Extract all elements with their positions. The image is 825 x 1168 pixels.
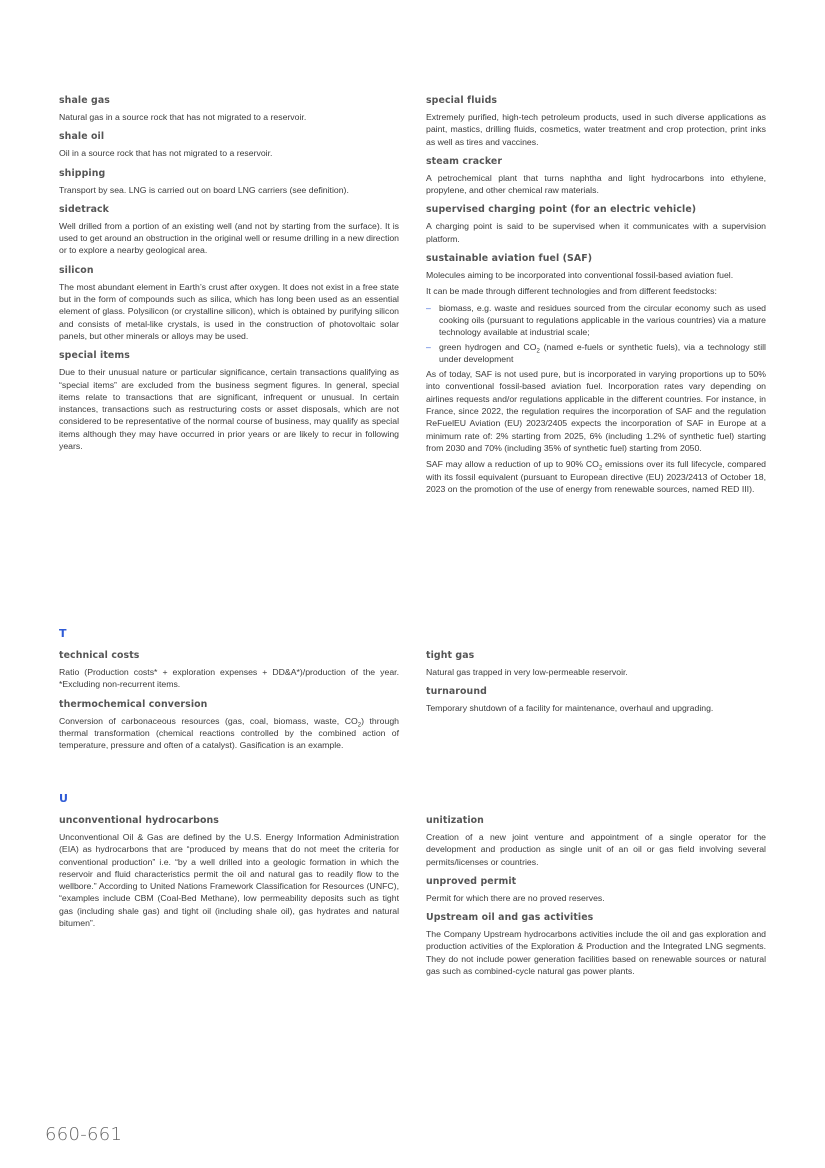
term-definition: A charging point is said to be supervised when it communicates with a supervision platform. [426, 221, 766, 244]
term-definition: Due to their unusual nature or particular significance, certain transactions qualifying as “special items” are excluded from the business segment figures. In general, special items relate to transactions that are significant, infrequent or unusual. In certain instances, transactions such as restructuring costs or asset disposals, which are not considered to be representative of the normal course of business, may qualify as special items although they may have occurred in prior years or are likely to recur in following years. [59, 367, 399, 452]
entry-unitization [426, 815, 766, 868]
entry-shale-gas [59, 95, 399, 123]
term-title: unconventional hydrocarbons [59, 815, 219, 826]
term-definition: It can be made through different technologies and from different feedstocks: [426, 286, 717, 297]
term-definition [59, 715, 399, 752]
section-letter-t: T [59, 627, 67, 640]
term-title: Upstream oil and gas activities [426, 912, 594, 924]
term-definition: Natural gas trapped in very low-permeable reservoir. [426, 667, 628, 677]
term-definition: Ratio (Production costs* + exploration expenses + DD&A*)/production of the year. *Excluding non-recurrent items. [59, 667, 399, 690]
entry-shipping [59, 168, 399, 196]
term-definition [426, 458, 766, 495]
dash-bullet: – [426, 302, 431, 313]
t-left-column [59, 650, 399, 759]
list-item-text: green hydrogen and CO [439, 341, 537, 352]
entry-supervised-charging-point [426, 204, 766, 245]
t-right-column [426, 650, 766, 723]
entry-unconventional-hydrocarbons [59, 815, 399, 929]
right-top-column [426, 95, 766, 503]
term-title: supervised charging point (for an electric vehicle) [426, 204, 697, 216]
term-definition: Natural gas in a source rock that has not migrated to a reservoir. [59, 112, 307, 122]
subscript: 2 [598, 465, 603, 472]
term-title: special items [59, 350, 130, 362]
left-top-column [59, 95, 399, 460]
subscript: 2 [536, 348, 540, 355]
entry-steam-cracker [426, 156, 766, 197]
u-left-column [59, 815, 399, 937]
entry-upstream-oil-and-gas-activities [426, 912, 766, 977]
entry-sustainable-aviation-fuel [426, 253, 766, 495]
term-title: unproved permit [426, 875, 517, 887]
term-definition: Creation of a new joint venture and appointment of a single operator for the development and production as single unit of an oil or gas field involving several permits/licenses or countries. [426, 832, 766, 867]
feedstock-list [426, 302, 766, 365]
term-definition: The most abundant element in Earth’s crust after oxygen. It does not exist in a free state but in the form of compounds such as silica, which has long been used as an essential element of glass. Polysilicon (or crystalline silicon), which is obtained by purifying silicon and consists of metal-like crystals, is used in the construction of photovoltaic solar panels, but other minerals or alloys may be used. [59, 281, 399, 341]
entry-silicon [59, 265, 399, 342]
term-title: special fluids [426, 95, 498, 106]
list-item [426, 302, 766, 339]
term-definition: Temporary shutdown of a facility for maintenance, overhaul and upgrading. [426, 703, 714, 714]
text-run: SAF may allow a reduction of up to 90% CO [426, 459, 599, 470]
term-title: shipping [59, 167, 106, 179]
term-definition: Well drilled from a portion of an existing well (and not by starting from the surface). It is used to get around an obstruction in the original well or resume drilling in a new direction or to explore a nearby geological area. [59, 220, 399, 256]
term-definition: Oil in a source rock that has not migrated to a reservoir. [59, 148, 273, 159]
term-definition: Permit for which there are no proved reserves. [426, 892, 605, 903]
term-definition: Extremely purified, high-tech petroleum products, used in such diverse applications as paint, mastics, drilling fluids, cosmetics, water treatment and crop protection, print inks as well as tires and vaccines. [426, 112, 766, 147]
list-item [426, 341, 766, 366]
term-title: tight gas [426, 650, 475, 661]
list-item-text: biomass, e.g. waste and residues sourced from the circular economy such as used cooking oils (pursuant to regulations applicable in the various countries) via a mature technology available at industrial scale; [439, 302, 766, 338]
entry-unproved-permit [426, 876, 766, 904]
text-run: Conversion of carbonaceous resources (gas, coal, biomass, waste, CO [59, 715, 358, 726]
entry-thermochemical-conversion [59, 699, 399, 752]
term-title: unitization [426, 815, 484, 826]
text-run: ) through thermal transformation (chemical reactions controlled by the combined action of temperature, pressure and often of a catalyst). Gasification is an example. [59, 715, 399, 751]
term-definition: Unconventional Oil & Gas are defined by the U.S. Energy Information Administration (EIA) as hydrocarbons that are “produced by means that do not meet the criteria for conventional production” i.e. “by a well drilled into a geologic formation in which the reservoir and fluid characteristics permit the oil and natural gas to readily flow to the wellbore.” According to United Nations Framework Classification for Resources (UNFC), “examples include CBM (Coal-Bed Methane), low permeability deposits such as tight gas (including shale gas) and tight oil (including shale oil), gas hydrates and natural bitumen”. [59, 832, 399, 929]
term-definition: A petrochemical plant that turns naphtha and light hydrocarbons into ethylene, propylene, and other chemical raw materials. [426, 172, 766, 196]
term-definition: Molecules aiming to be incorporated into conventional fossil-based aviation fuel. [426, 270, 734, 281]
text-run: emissions over its full lifecycle, compared with its fossil equivalent (pursuant to European directive (EU) 2023/2413 of October 18, 2023 on the promotion of the use of energy from renewable sources, named RED III). [426, 459, 766, 494]
term-title: turnaround [426, 686, 487, 698]
term-title: thermochemical conversion [59, 698, 208, 710]
term-definition: Transport by sea. LNG is carried out on board LNG carriers (see definition). [59, 184, 349, 195]
term-title: technical costs [59, 650, 140, 661]
term-title: silicon [59, 264, 94, 276]
term-title: shale gas [59, 95, 110, 106]
term-title: sidetrack [59, 203, 109, 215]
subscript: 2 [357, 722, 362, 729]
section-letter-u: U [59, 792, 68, 805]
term-title: sustainable aviation fuel (SAF) [426, 253, 593, 265]
list-item-text: (named e-fuels or synthetic fuels), via a technology still under development [439, 341, 766, 364]
entry-shale-oil [59, 131, 399, 159]
page-number: 660-661 [45, 1124, 123, 1145]
entry-sidetrack [59, 204, 399, 257]
entry-special-fluids [426, 95, 766, 148]
u-right-column [426, 815, 766, 985]
entry-tight-gas [426, 650, 766, 678]
dash-bullet: – [426, 341, 431, 352]
term-title: steam cracker [426, 155, 503, 167]
term-title: shale oil [59, 131, 105, 143]
entry-special-items [59, 350, 399, 452]
term-definition: The Company Upstream hydrocarbons activities include the oil and gas exploration and production activities of the Exploration & Production and the Integrated LNG segments. They do not include power generation facilities based on renewable sources or natural gas such as combined-cycle natural gas power plants. [426, 929, 766, 977]
entry-turnaround [426, 686, 766, 714]
term-definition: As of today, SAF is not used pure, but is incorporated in varying proportions up to 50% into conventional fossil-based aviation fuel. Incorporation rates vary depending on airlines requests and/or regulations applicable in the different countries. For instance, in France, since 2022, the regulation requires the incorporation of SAF and the regulation ReFuelEU Aviation (EU) 2023/2405 expects the incorporation of SAF in Europe at a minimum rate of: 2% starting from 2025, 6% (including 1.2% of synthetic fuel) starting from 2030 and 70% (including 35% of synthetic fuel) starting from 2050. [426, 369, 766, 453]
entry-technical-costs [59, 650, 399, 691]
